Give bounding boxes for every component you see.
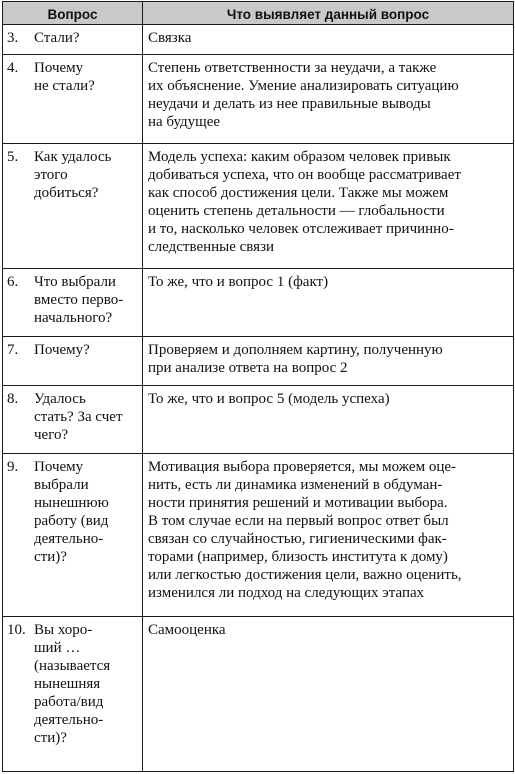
question-number: 10.: [7, 622, 26, 638]
answer-cell: [143, 386, 514, 454]
table-row: [3, 454, 514, 617]
answer-text: То же, что и вопрос 5 (модель успеха): [148, 391, 390, 407]
answer-cell: [143, 337, 514, 386]
question-number: 8.: [7, 391, 19, 407]
question-number: 4.: [7, 60, 19, 76]
question-text: Почему не стали?: [34, 60, 95, 94]
question-cell: [3, 337, 143, 386]
table-row: [3, 144, 514, 269]
question-cell: [3, 454, 143, 617]
answer-text: Связка: [148, 30, 192, 46]
question-cell: [3, 144, 143, 269]
question-cell: [3, 617, 143, 772]
table-row: [3, 617, 514, 772]
table-row: [3, 269, 514, 337]
answer-cell: [143, 144, 514, 269]
question-text: Удалось стать? За счет чего?: [34, 391, 123, 443]
question-text: Что выбрали вместо перво- начального?: [34, 274, 124, 326]
question-text: Вы хоро- ший … (называется нынешняя работа/вид деятельно- сти)?: [34, 622, 111, 746]
question-text: Почему?: [34, 342, 90, 358]
answer-text: Модель успеха: каким образом человек привык добиваться успеха, что он вообще рассматривает как способ достижения цели. Также мы можем оценить степень детальности — глобальности и то, насколько человек отслеживает причинно- следственные связи: [148, 149, 461, 255]
question-number: 3.: [7, 30, 19, 46]
header-row: [3, 2, 514, 25]
table-row: [3, 337, 514, 386]
answer-text: Мотивация выбора проверяется, мы можем оце- нить, есть ли динамика изменений в обдуман- ности принятия решений и мотивации выбора. В том случае если на первый вопрос ответ был связан со случайностью, гигиеническими фак- торами (например, близость института к дому) или легкостью достижения цели, важно оценить, изменился ли подход на следующих этапах: [148, 459, 462, 601]
answer-cell: [143, 617, 514, 772]
question-number: 6.: [7, 274, 19, 290]
answer-text: Проверяем и дополняем картину, полученную при анализе ответа на вопрос 2: [148, 342, 443, 376]
table-row: [3, 55, 514, 144]
answer-cell: [143, 55, 514, 144]
table-row: [3, 386, 514, 454]
answer-cell: [143, 269, 514, 337]
answer-text: Самооценка: [148, 622, 226, 638]
answer-cell: [143, 25, 514, 55]
questions-table: [2, 1, 514, 772]
question-text: Почему выбрали нынешнюю работу (вид деятельно- сти)?: [34, 459, 109, 565]
answer-cell: [143, 454, 514, 617]
question-number: 7.: [7, 342, 19, 358]
answer-text: То же, что и вопрос 1 (факт): [148, 274, 329, 290]
header-reveals: Что выявляет данный вопрос: [143, 2, 514, 25]
question-cell: [3, 25, 143, 55]
question-cell: [3, 269, 143, 337]
question-text: Стали?: [34, 30, 80, 46]
question-cell: [3, 386, 143, 454]
question-cell: [3, 55, 143, 144]
table-row: [3, 25, 514, 55]
question-number: 9.: [7, 459, 19, 475]
answer-text: Степень ответственности за неудачи, а также их объяснение. Умение анализировать ситуацию неудачи и делать из нее правильные выводы на будущее: [148, 60, 459, 130]
question-text: Как удалось этого добиться?: [34, 149, 112, 201]
question-number: 5.: [7, 149, 19, 165]
header-question: Вопрос: [3, 2, 143, 25]
